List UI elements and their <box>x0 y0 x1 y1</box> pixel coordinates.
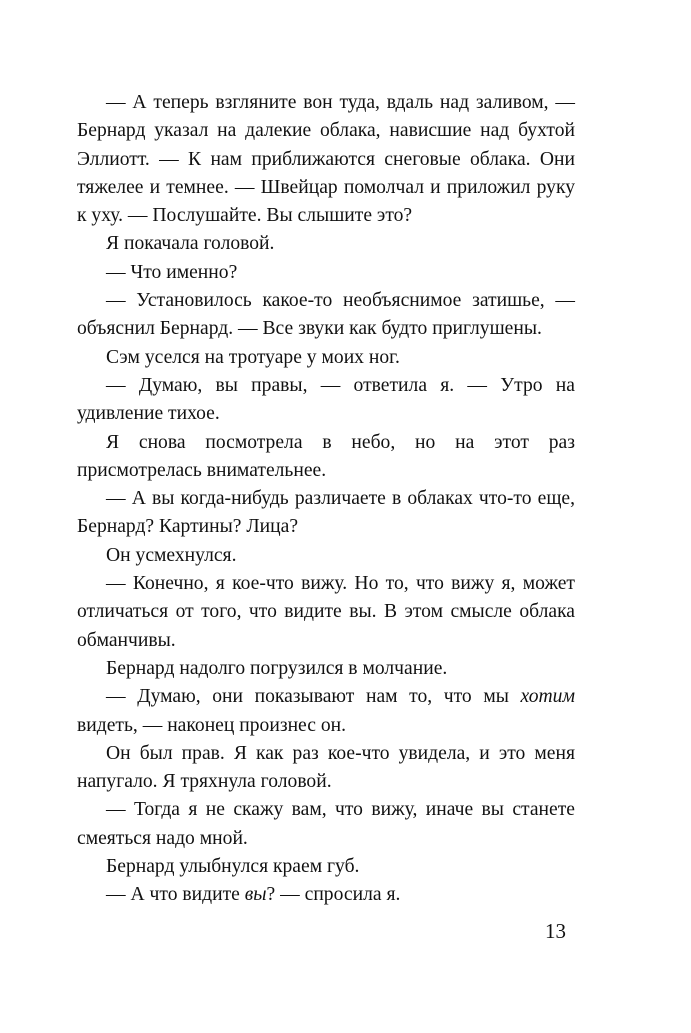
page-number: 13 <box>545 919 566 943</box>
text-segment: Он был прав. Я как раз кое-что увидела, и это меня напугало. Я тряхнула головой. <box>77 742 575 793</box>
paragraph <box>77 542 575 570</box>
paragraph <box>77 429 575 486</box>
text-segment: Я снова посмотрела в небо, но на этот раз присмотрелась внимательнее. <box>77 431 575 481</box>
text-segment: — А что видите <box>106 884 245 906</box>
paragraph <box>77 230 575 258</box>
paragraph <box>77 796 575 853</box>
text-segment: — Тогда я не скажу вам, что вижу, иначе вы станете смеяться надо мной. <box>77 799 575 849</box>
paragraph <box>77 89 575 230</box>
text-segment: — Думаю, они показывают нам то, что мы <box>106 686 521 708</box>
text-segment: — Что именно? <box>106 261 238 283</box>
text-segment: видеть, — наконец произнес он. <box>77 714 347 736</box>
text-segment: ? — спросила я. <box>266 884 401 906</box>
paragraph <box>77 287 575 344</box>
paragraph <box>77 570 575 655</box>
paragraph <box>77 853 575 881</box>
paragraph <box>77 683 575 740</box>
paragraph <box>77 485 575 542</box>
text-segment: Бернард надолго погрузился в молчание. <box>106 657 448 679</box>
page-text <box>77 89 575 910</box>
text-segment: — Установилось какое-то необъяснимое затишье, — объяснил Бернард. — Все звуки как будто приглушены. <box>77 290 575 340</box>
emphasis-text: хотим <box>520 686 575 708</box>
paragraph <box>77 372 575 429</box>
text-segment: Я покачала головой. <box>106 233 275 255</box>
text-segment: Сэм уселся на тротуаре у моих ног. <box>106 346 400 368</box>
emphasis-text: вы <box>244 884 267 906</box>
text-segment: Он усмехнулся. <box>106 544 237 566</box>
text-segment: — Думаю, вы правы, — ответила я. — Утро на удивление тихое. <box>77 374 575 425</box>
paragraph <box>77 740 575 797</box>
paragraph <box>77 259 575 287</box>
text-segment: Бернард улыбнулся краем губ. <box>106 856 360 878</box>
paragraph <box>77 655 575 683</box>
paragraph <box>77 344 575 372</box>
text-segment: — А теперь взгляните вон туда, вдаль над заливом, — Бернард указал на далекие облака, нависшие над бухтой Эллиотт. — К нам приближаются снеговые облака. Они тяжелее и темнее. — Швейцар помолчал и приложил руку к уху. — Послушайте. Вы слышите это? <box>77 92 575 227</box>
text-segment: — Конечно, я кое-что вижу. Но то, что вижу я, может отличаться от того, что видите вы. В этом смысле облака обманчивы. <box>77 573 575 651</box>
text-segment: — А вы когда-нибудь различаете в облаках что-то еще, Бернард? Картины? Лица? <box>77 488 575 538</box>
paragraph <box>77 881 575 909</box>
